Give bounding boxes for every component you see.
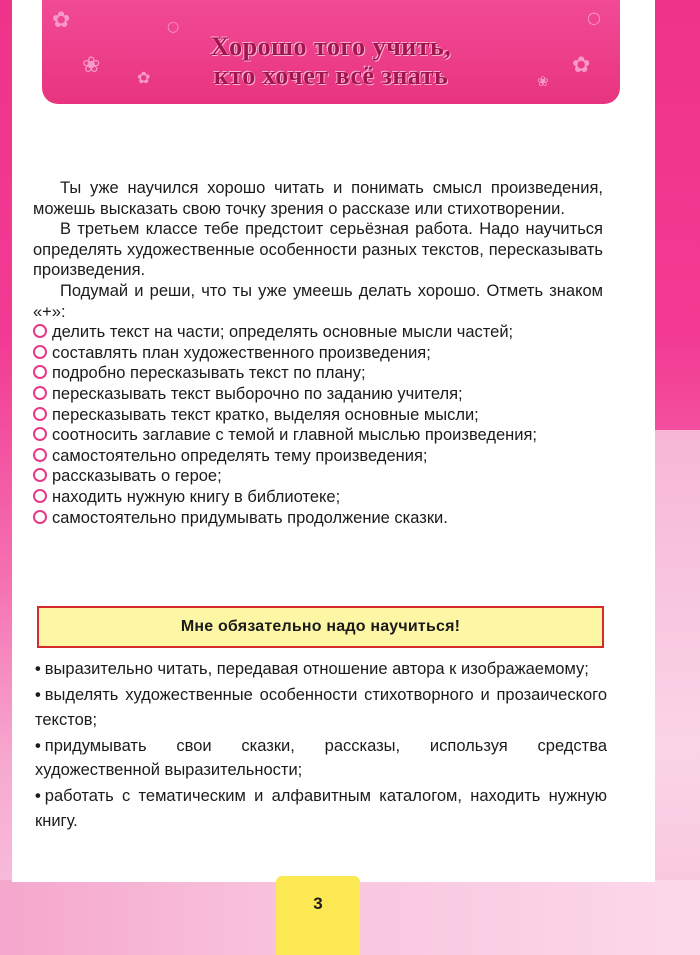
list-item: находить нужную книгу в библиотеке;	[33, 487, 603, 508]
bullet-icon: •	[35, 736, 41, 755]
checkbox-circle-icon[interactable]	[33, 468, 47, 482]
list-item: самостоятельно придумывать продолжение сказки.	[33, 508, 603, 529]
list-item: • выразительно читать, передавая отношение автора к изображаемому;	[35, 657, 607, 682]
title-banner	[42, 0, 620, 104]
list-item: • придумывать свои сказки, рассказы, используя средства художественной выразительности;	[35, 734, 607, 783]
must-learn-callout: Мне обязательно надо научиться!	[37, 606, 604, 648]
intro-paragraph: В третьем классе тебе предстоит серьёзная работа. Надо научиться определять художественные особенности разных текстов, пересказывать произведения.	[33, 220, 603, 280]
instruction-paragraph: Подумай и реши, что ты уже умеешь делать хорошо. Отметь знаком «+»:	[33, 281, 603, 321]
skills-checklist	[33, 322, 603, 528]
bullet-icon: •	[35, 787, 41, 805]
learning-goals-list	[35, 657, 607, 835]
checkbox-circle-icon[interactable]	[33, 407, 47, 421]
main-text	[33, 178, 603, 528]
list-item: пересказывать текст кратко, выделяя основные мысли;	[33, 405, 603, 426]
checkbox-circle-icon[interactable]	[33, 365, 47, 379]
list-item: самостоятельно определять тему произведения;	[33, 446, 603, 467]
checkbox-circle-icon[interactable]	[33, 386, 47, 400]
checkbox-circle-icon[interactable]	[33, 345, 47, 359]
checkbox-circle-icon[interactable]	[33, 510, 47, 524]
bottom-left-decoration	[0, 880, 280, 955]
flower-icon: ❀	[82, 53, 101, 78]
checkbox-circle-icon[interactable]	[33, 448, 47, 462]
list-item: подробно пересказывать текст по плану;	[33, 363, 603, 384]
page-number: 3	[276, 876, 360, 955]
flower-icon: ✿	[572, 53, 591, 78]
checkbox-circle-icon[interactable]	[33, 427, 47, 441]
flower-icon: ✿	[137, 68, 151, 87]
list-item: соотносить заглавие с темой и главной мыслью произведения;	[33, 425, 603, 446]
page-title: Хорошо того учить, кто хочет всё знать	[210, 32, 452, 90]
bottom-right-decoration	[360, 880, 700, 955]
intro-paragraph: Ты уже научился хорошо читать и понимать смысл произведения, можешь высказать свою точку зрения о рассказе или стихотворении.	[33, 179, 603, 218]
list-item: рассказывать о герое;	[33, 466, 603, 487]
list-item: пересказывать текст выборочно по заданию учителя;	[33, 384, 603, 405]
textbook-page	[12, 0, 655, 882]
bullet-icon: •	[35, 686, 41, 704]
list-item: делить текст на части; определять основные мысли частей;	[33, 322, 603, 343]
flower-icon: ○	[167, 19, 180, 35]
flower-icon: ○	[587, 8, 601, 27]
checkbox-circle-icon[interactable]	[33, 324, 47, 338]
list-item: • выделять художественные особенности стихотворного и прозаического текстов;	[35, 683, 607, 732]
list-item: составлять план художественного произведения;	[33, 343, 603, 364]
flower-icon: ❀	[537, 74, 549, 90]
bullet-icon: •	[35, 660, 41, 678]
flower-icon: ✿	[52, 8, 71, 33]
list-item: • работать с тематическим и алфавитным каталогом, находить нужную книгу.	[35, 784, 607, 833]
checkbox-circle-icon[interactable]	[33, 489, 47, 503]
